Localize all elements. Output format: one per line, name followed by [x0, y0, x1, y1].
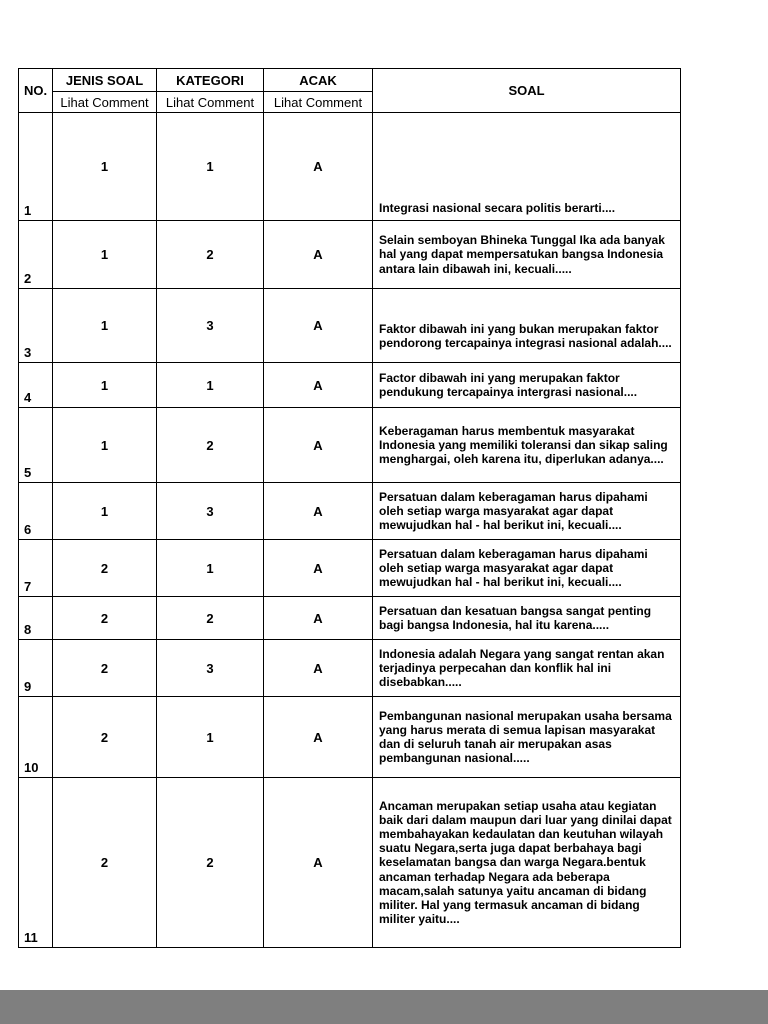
- row-number-cell: 1: [19, 113, 53, 221]
- subheader-lihat-comment-acak: Lihat Comment: [264, 92, 373, 113]
- row-number-cell: 2: [19, 221, 53, 289]
- table-row: [19, 289, 681, 363]
- kategori-cell: 2: [157, 597, 264, 640]
- kategori-cell: 1: [157, 363, 264, 408]
- soal-cell: Pembangunan nasional merupakan usaha bersama yang harus merata di semua lapisan masyarakat dan di seluruh tanah air merupakan asas pembangunan nasional.....: [373, 697, 681, 778]
- jenis-soal-cell: 1: [53, 483, 157, 540]
- kategori-cell: 1: [157, 113, 264, 221]
- question-table: [18, 68, 681, 948]
- table-row: [19, 363, 681, 408]
- soal-cell: Integrasi nasional secara politis berarti....: [373, 113, 681, 221]
- kategori-cell: 2: [157, 221, 264, 289]
- soal-cell: Keberagaman harus membentuk masyarakat Indonesia yang memiliki toleransi dan sikap saling menghargai, oleh karena itu, diperlukan adanya....: [373, 408, 681, 483]
- kategori-cell: 3: [157, 640, 264, 697]
- jenis-soal-cell: 1: [53, 363, 157, 408]
- acak-cell: A: [264, 113, 373, 221]
- row-number-cell: 10: [19, 697, 53, 778]
- row-number-cell: 4: [19, 363, 53, 408]
- acak-cell: A: [264, 540, 373, 597]
- acak-cell: A: [264, 597, 373, 640]
- kategori-cell: 1: [157, 697, 264, 778]
- jenis-soal-cell: 1: [53, 113, 157, 221]
- soal-cell: Persatuan dan kesatuan bangsa sangat penting bagi bangsa Indonesia, hal itu karena.....: [373, 597, 681, 640]
- row-number-cell: 5: [19, 408, 53, 483]
- subheader-lihat-comment-kategori: Lihat Comment: [157, 92, 264, 113]
- row-number-cell: 11: [19, 778, 53, 948]
- table-row: [19, 483, 681, 540]
- soal-cell: Indonesia adalah Negara yang sangat rentan akan terjadinya perpecahan dan konflik hal ini disebabkan.....: [373, 640, 681, 697]
- table-row: [19, 640, 681, 697]
- jenis-soal-cell: 2: [53, 778, 157, 948]
- table-row: [19, 221, 681, 289]
- acak-cell: A: [264, 483, 373, 540]
- kategori-cell: 2: [157, 408, 264, 483]
- acak-cell: A: [264, 221, 373, 289]
- acak-cell: A: [264, 778, 373, 948]
- kategori-cell: 1: [157, 540, 264, 597]
- soal-cell: Persatuan dalam keberagaman harus dipahami oleh setiap warga masyarakat agar dapat mewujudkan hal - hal berikut ini, kecuali....: [373, 483, 681, 540]
- col-header-kategori: KATEGORI: [157, 69, 264, 92]
- table-row: [19, 597, 681, 640]
- acak-cell: A: [264, 289, 373, 363]
- col-header-no: NO.: [19, 69, 53, 113]
- table-body: [19, 113, 681, 948]
- kategori-cell: 3: [157, 483, 264, 540]
- footer-bar: [0, 990, 768, 1024]
- soal-cell: Ancaman merupakan setiap usaha atau kegiatan baik dari dalam maupun dari luar yang dinilai dapat membahayakan kedaulatan dan keutuhan wilayah suatu Negara,serta juga dapat berbahaya bagi keselamatan bangsa dan warga Negara.bentuk ancaman terhadap Negara ada beberapa macam,salah satunya yaitu ancaman di bidang militer. Hal yang termasuk ancaman di bidang militer yaitu....: [373, 778, 681, 948]
- table-row: [19, 778, 681, 948]
- acak-cell: A: [264, 363, 373, 408]
- acak-cell: A: [264, 408, 373, 483]
- kategori-cell: 2: [157, 778, 264, 948]
- row-number-cell: 3: [19, 289, 53, 363]
- jenis-soal-cell: 2: [53, 640, 157, 697]
- acak-cell: A: [264, 640, 373, 697]
- question-table-container: [18, 68, 681, 948]
- table-row: [19, 113, 681, 221]
- soal-cell: Selain semboyan Bhineka Tunggal Ika ada banyak hal yang dapat mempersatukan bangsa Indonesia antara lain dibawah ini, kecuali.....: [373, 221, 681, 289]
- acak-cell: A: [264, 697, 373, 778]
- row-number-cell: 6: [19, 483, 53, 540]
- jenis-soal-cell: 2: [53, 697, 157, 778]
- row-number-cell: 9: [19, 640, 53, 697]
- row-number-cell: 7: [19, 540, 53, 597]
- col-header-jenis-soal: JENIS SOAL: [53, 69, 157, 92]
- jenis-soal-cell: 1: [53, 289, 157, 363]
- soal-cell: Faktor dibawah ini yang bukan merupakan faktor pendorong tercapainya integrasi nasional adalah....: [373, 289, 681, 363]
- table-row: [19, 408, 681, 483]
- subheader-lihat-comment-jenis: Lihat Comment: [53, 92, 157, 113]
- col-header-acak: ACAK: [264, 69, 373, 92]
- jenis-soal-cell: 1: [53, 408, 157, 483]
- soal-cell: Persatuan dalam keberagaman harus dipahami oleh setiap warga masyarakat agar dapat mewujudkan hal - hal berikut ini, kecuali....: [373, 540, 681, 597]
- header-row-top: [19, 69, 681, 92]
- row-number-cell: 8: [19, 597, 53, 640]
- table-row: [19, 540, 681, 597]
- soal-cell: Factor dibawah ini yang merupakan faktor pendukung tercapainya intergrasi nasional....: [373, 363, 681, 408]
- col-header-soal: SOAL: [373, 69, 681, 113]
- jenis-soal-cell: 2: [53, 540, 157, 597]
- jenis-soal-cell: 2: [53, 597, 157, 640]
- table-row: [19, 697, 681, 778]
- kategori-cell: 3: [157, 289, 264, 363]
- jenis-soal-cell: 1: [53, 221, 157, 289]
